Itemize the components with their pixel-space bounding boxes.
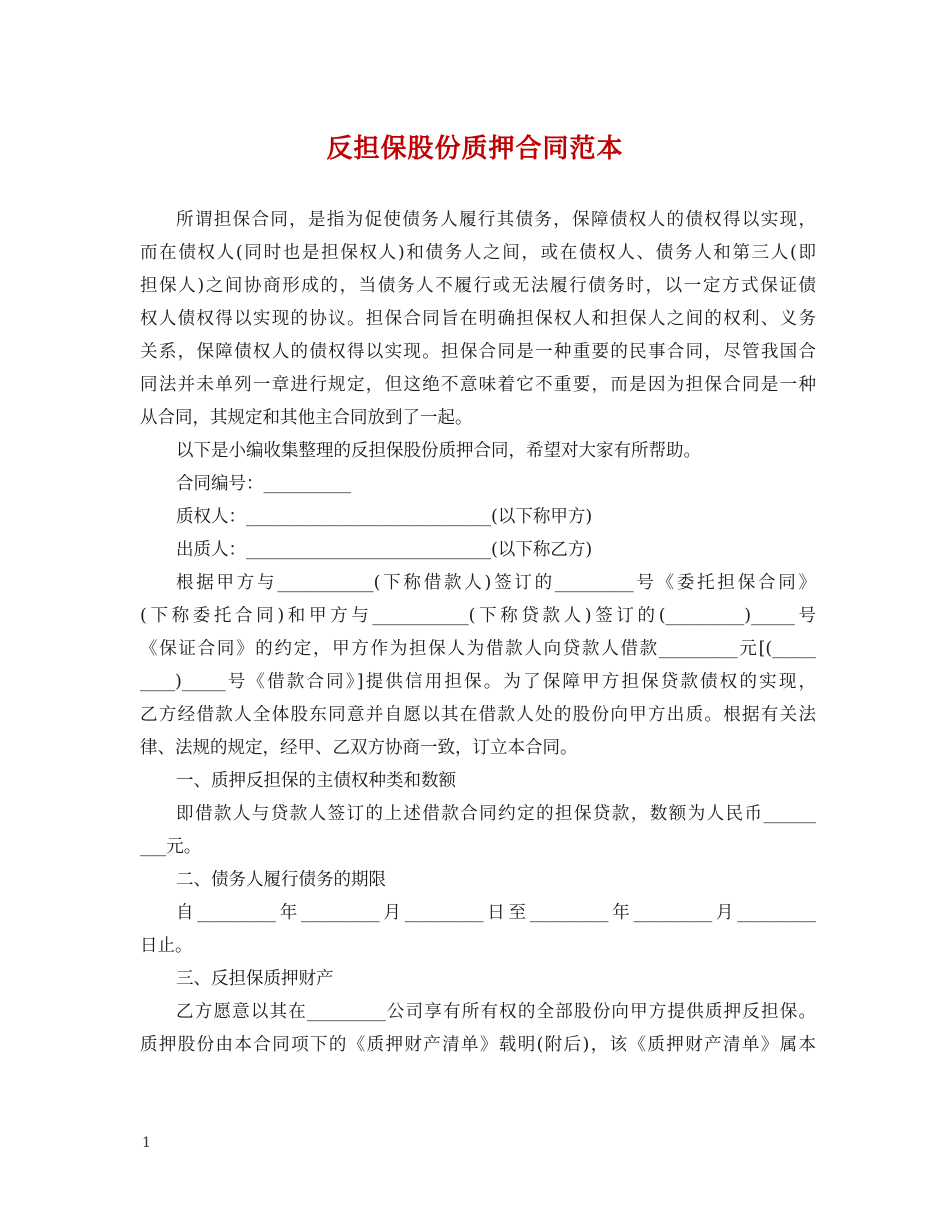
text-line: 担保人)之间协商形成的，当债务人不履行或无法履行债务时，以一定方式保证债: [140, 276, 816, 296]
text-line: 三、反担保质押财产: [176, 969, 334, 989]
text-line: 二、债务人履行债务的期限: [176, 870, 386, 890]
document-title: 反担保股份质押合同范本: [326, 134, 624, 164]
text-line: 律、法规的规定，经甲、乙双方协商一致，订立本合同。: [140, 738, 578, 758]
text-line: 即借款人与贷款人签订的上述借款合同约定的担保贷款，数额为人民币______: [176, 804, 816, 824]
text-line: 乙方愿意以其在_________公司享有所有权的全部股份向甲方提供质押反担保。: [176, 1002, 816, 1022]
text-line: 一、质押反担保的主债权种类和数额: [176, 771, 456, 791]
page-number: 1: [142, 1135, 151, 1151]
text-line: 日止。: [140, 936, 193, 956]
text-line: 出质人：____________________________(以下称乙方): [176, 540, 593, 560]
text-line: 自_________年_________月_________日至_________年_________月_________: [176, 903, 816, 923]
text-line: 所谓担保合同，是指为促使债务人履行其债务，保障债权人的债权得以实现，: [176, 210, 816, 230]
text-line: 质押股份由本合同项下的《质押财产清单》载明(附后)，该《质押财产清单》属本: [140, 1035, 816, 1055]
text-line: (下称委托合同)和甲方与___________(下称贷款人)签订的(_________)_____号: [140, 606, 816, 626]
document-body: [140, 204, 816, 1062]
text-line: 关系，保障债权人的债权得以实现。担保合同是一种重要的民事合同，尽管我国合: [140, 342, 816, 362]
text-line: 从合同，其规定和其他主合同放到了一起。: [140, 408, 473, 428]
text-line: 《保证合同》的约定，甲方作为担保人为借款人向贷款人借款_________元[(_____: [140, 639, 816, 659]
text-line: 以下是小编收集整理的反担保股份质押合同，希望对大家有所帮助。: [176, 441, 701, 461]
text-line: 同法并未单列一章进行规定，但这绝不意味着它不重要，而是因为担保合同是一种: [140, 375, 816, 395]
text-line: 而在债权人(同时也是担保权人)和债务人之间，或在债权人、债务人和第三人(即: [140, 243, 816, 263]
text-line: 合同编号：__________: [176, 474, 351, 494]
text-line: ___元。: [140, 837, 202, 857]
text-line: 根据甲方与___________(下称借款人)签订的_________号《委托担保合同》: [176, 573, 816, 593]
text-line: 乙方经借款人全体股东同意并自愿以其在借款人处的股份向甲方出质。根据有关法: [140, 705, 816, 725]
text-line: 权人债权得以实现的协议。担保合同旨在明确担保权人和担保人之间的权利、义务: [140, 309, 816, 329]
text-line: 质权人：____________________________(以下称甲方): [176, 507, 593, 527]
text-line: ____)_____号《借款合同》]提供信用担保。为了保障甲方担保贷款债权的实现，: [140, 672, 816, 692]
